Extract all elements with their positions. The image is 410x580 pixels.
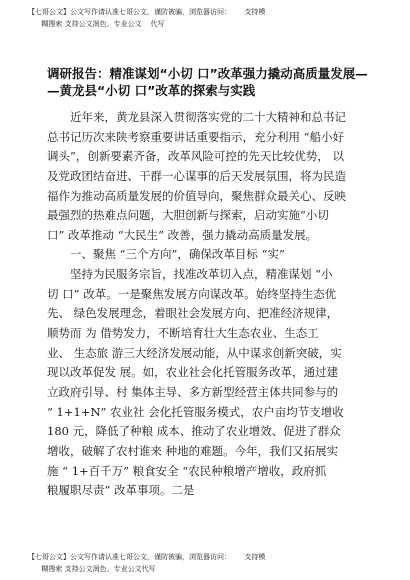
body-line: 立政府引导、村 集体主导、多方新型经营主体共同参与的 bbox=[47, 384, 339, 399]
body-line: 口” 改革推动 “大民生” 改善，强力撬动高质量发展。 bbox=[47, 227, 318, 242]
title-line-1: 调研报告：精准谋划“小切 口”改革强力撬动高质量发展— bbox=[47, 66, 368, 81]
footer-line-1: 【七哥公文】公文写作请认准七哥公文，谨防被骗，浏览器访问： 支持模 bbox=[28, 553, 266, 561]
body-line: 最强烈的热难点问题，大胆创新与探索，启动实施“小切 bbox=[47, 208, 329, 223]
body-line: 坚持为民服务宗旨，找准改革切入点，精准谋划 “小 bbox=[47, 267, 333, 282]
document-title bbox=[47, 65, 387, 99]
body-line: 施 “ 1+百千万” 粮食安全 “农民种粮增产增收，政府抓 bbox=[47, 463, 327, 478]
body-line: 总书记历次来陕考察重要讲话重要指示，充分利用 “船小好 bbox=[47, 129, 345, 144]
body-line: 业、 生态旅 游三大经济发展动能，从中谋求创新突破，实 bbox=[47, 345, 342, 360]
body-line: 及党政团结奋进、干群一心谋事的后天发展氛围，将为民造 bbox=[47, 168, 346, 183]
body-line: 顺势而 为 借势发力，不断培育壮大生态农业、生态工 bbox=[47, 326, 319, 341]
body-line: “ 1+1+N” 农业社 会化托管服务模式，农户亩均节支增收 bbox=[47, 404, 344, 419]
body-line: 现以改革促发 展。如，农业社会化托管服务改革，通过建 bbox=[47, 365, 339, 380]
title-line-2: —黄龙县“小切 口”改革的探索与实践 bbox=[47, 83, 256, 98]
body-line: 增收，破解了农村谁来 种地的难题。今年，我们又拓展实 bbox=[47, 443, 339, 458]
footer-line-2: 糊搜索 支持公文润色、专业公文代写 bbox=[28, 565, 156, 573]
body-line: 切 口” 改革。一是聚焦发展方向谋改革。始终坚持生态优 bbox=[47, 286, 337, 301]
header-line-1: 【七哥公文】公文写作请认准七哥公文，谨防被骗，浏览器访问： 支持模 bbox=[28, 8, 266, 16]
page-footer bbox=[28, 551, 388, 575]
body-line: 粮履职尽责” 改革事项。二是 bbox=[47, 483, 195, 498]
body-line: 先、 绿色发展理念，着眼社会发展方向、把准经济规律， bbox=[47, 306, 339, 321]
body-line: 福作为推动高质量发展的价值导向，聚焦群众最关心、反映 bbox=[47, 188, 346, 203]
body-line: 近年来，黄龙县深入贯彻落实党的二十大精神和总书记 bbox=[47, 110, 346, 124]
section-heading: 一、聚焦 “三个方向”，确保改革目标 “实” bbox=[47, 247, 285, 262]
page-header bbox=[28, 6, 388, 30]
document-body bbox=[47, 108, 379, 501]
header-line-2: 糊搜索 支持公文润色、专业公文 代写 bbox=[28, 20, 165, 28]
body-line: 180 元，降低了种粮 成本、推动了农业增效、促进了群众 bbox=[47, 424, 341, 439]
body-line: 调头”，创新要素齐备，改革风险可控的先天比较优势， 以 bbox=[47, 149, 345, 164]
